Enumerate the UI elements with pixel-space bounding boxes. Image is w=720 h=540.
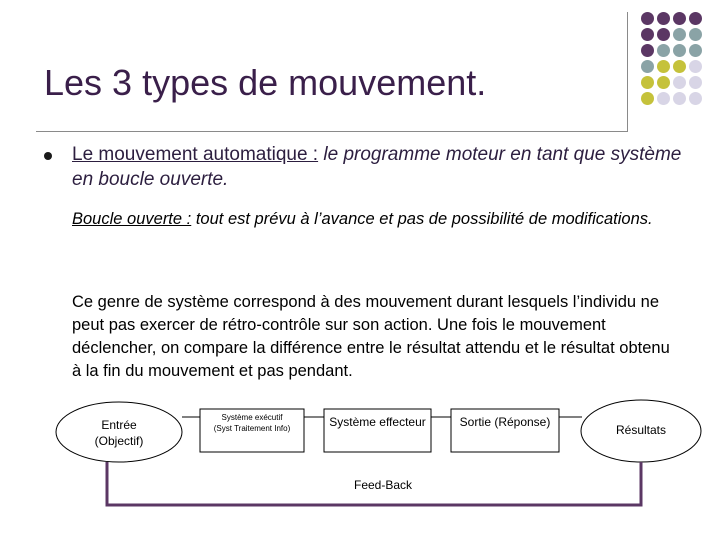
systeme-executif-label	[200, 412, 304, 434]
dot	[641, 28, 654, 41]
entree-line1: Entrée	[101, 418, 137, 432]
explanation-paragraph: Ce genre de système correspond à des mouvement durant lesquels l’individu ne peut pas exercer de rétro-contrôle sur son action. Une fois le mouvement déclencher, on compare la différence entre le résultat attendu et le résultat obtenu à la fin du mouvement et pas pendant.	[72, 293, 670, 380]
dot	[641, 12, 654, 25]
dot	[673, 92, 686, 105]
systeme-executif-line1: Système exécutif	[221, 413, 283, 422]
entree-label	[70, 417, 168, 449]
bullet-icon	[44, 152, 52, 160]
slide-title: Les 3 types de mouvement.	[44, 62, 487, 103]
bullet-text	[72, 142, 682, 192]
dot	[657, 12, 670, 25]
definition-paragraph	[72, 208, 682, 231]
dot	[673, 12, 686, 25]
vertical-divider	[627, 12, 628, 132]
dot	[689, 28, 702, 41]
dot	[673, 60, 686, 73]
systeme-executif-line2: (Syst Traitement Info)	[213, 424, 291, 433]
open-loop-diagram	[0, 395, 720, 540]
dot	[689, 12, 702, 25]
dot	[641, 92, 654, 105]
feedback-label: Feed-Back	[353, 478, 413, 492]
bullet-description: le programme moteur en tant que système en boucle ouverte.	[72, 144, 682, 190]
dot	[689, 76, 702, 89]
dot	[657, 76, 670, 89]
dot	[657, 28, 670, 41]
entree-line2: (Objectif)	[94, 434, 144, 448]
dot	[689, 60, 702, 73]
sortie-label: Sortie (Réponse)	[459, 415, 551, 429]
dot	[657, 92, 670, 105]
dot	[657, 44, 670, 57]
dot	[673, 44, 686, 57]
definition-text: tout est prévu à l’avance et pas de possibilité de modifications.	[191, 210, 653, 228]
systeme-effecteur-label: Système effecteur	[329, 415, 426, 429]
decorative-dot-grid	[640, 10, 720, 120]
definition-term: Boucle ouverte :	[72, 210, 192, 228]
dot	[689, 44, 702, 57]
resultats-label: Résultats	[615, 423, 667, 437]
dot	[641, 60, 654, 73]
bullet-heading: Le mouvement automatique :	[72, 144, 319, 165]
dot	[657, 60, 670, 73]
dot	[641, 76, 654, 89]
dot	[673, 76, 686, 89]
dot	[689, 92, 702, 105]
dot	[673, 28, 686, 41]
dot	[641, 44, 654, 57]
title-divider	[36, 131, 628, 132]
